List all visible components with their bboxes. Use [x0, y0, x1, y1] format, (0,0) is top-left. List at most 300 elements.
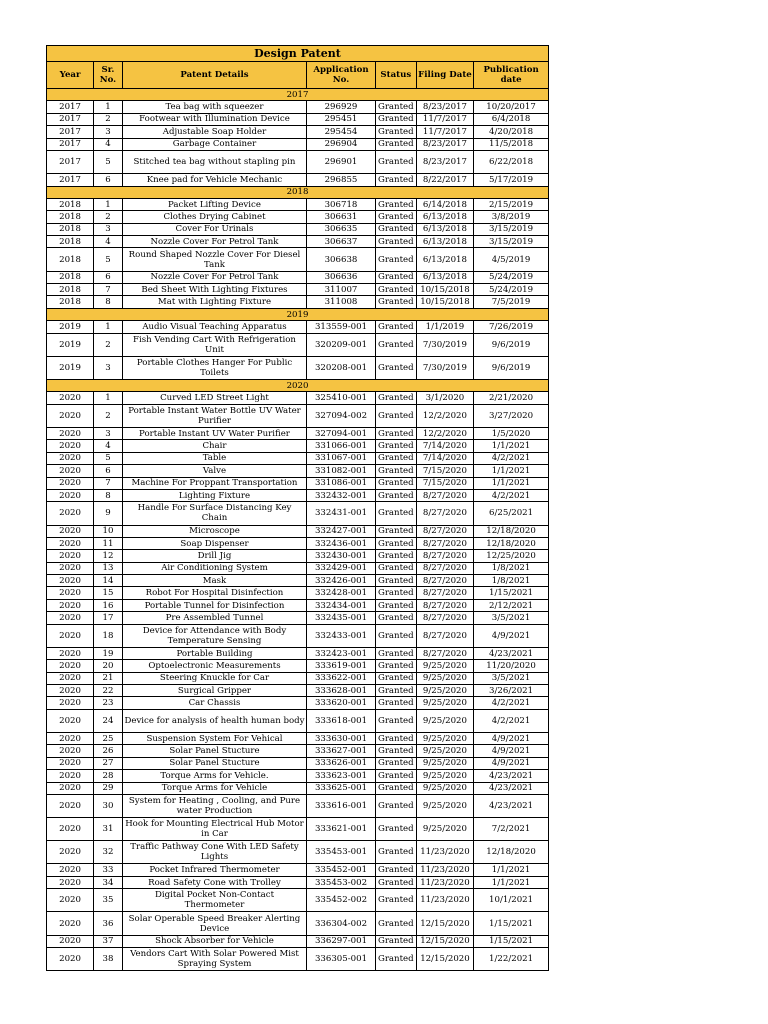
cell-filing-date: 8/27/2020 [416, 612, 473, 624]
cell-application-no: 313559-001 [307, 321, 376, 333]
cell-filing-date: 9/25/2020 [416, 732, 473, 744]
cell-publication-date: 9/6/2019 [474, 333, 549, 356]
cell-application-no: 332436-001 [307, 537, 376, 549]
cell-status: Granted [375, 404, 416, 427]
cell-publication-date: 4/9/2021 [474, 624, 549, 647]
cell-filing-date: 8/27/2020 [416, 550, 473, 562]
cell-sr-no: 29 [94, 782, 123, 794]
cell-filing-date: 8/27/2020 [416, 489, 473, 501]
cell-year: 2020 [47, 876, 94, 888]
cell-year: 2020 [47, 745, 94, 757]
cell-status: Granted [375, 174, 416, 186]
cell-patent-details: Clothes Drying Cabinet [122, 211, 306, 223]
cell-filing-date: 7/15/2020 [416, 477, 473, 489]
table-row [47, 889, 549, 912]
table-row [47, 709, 549, 732]
cell-application-no: 333621-001 [307, 818, 376, 841]
cell-filing-date: 6/13/2018 [416, 271, 473, 283]
cell-year: 2020 [47, 912, 94, 935]
cell-sr-no: 1 [94, 321, 123, 333]
cell-sr-no: 10 [94, 525, 123, 537]
cell-filing-date: 11/23/2020 [416, 841, 473, 864]
cell-year: 2020 [47, 525, 94, 537]
cell-status: Granted [375, 356, 416, 379]
cell-filing-date: 9/25/2020 [416, 709, 473, 732]
cell-sr-no: 14 [94, 575, 123, 587]
cell-filing-date: 12/2/2020 [416, 404, 473, 427]
cell-filing-date: 9/25/2020 [416, 794, 473, 817]
cell-status: Granted [375, 211, 416, 223]
cell-year: 2018 [47, 271, 94, 283]
cell-patent-details: Microscope [122, 525, 306, 537]
cell-sr-no: 8 [94, 489, 123, 501]
cell-publication-date: 4/20/2018 [474, 126, 549, 138]
cell-year: 2020 [47, 477, 94, 489]
table-row [47, 562, 549, 574]
cell-status: Granted [375, 599, 416, 611]
cell-application-no: 306635 [307, 223, 376, 235]
cell-patent-details: Solar Panel Stucture [122, 757, 306, 769]
cell-patent-details: Solar Panel Stucture [122, 745, 306, 757]
cell-application-no: 333620-001 [307, 697, 376, 709]
cell-status: Granted [375, 697, 416, 709]
table-row [47, 660, 549, 672]
cell-status: Granted [375, 502, 416, 525]
cell-publication-date: 1/15/2021 [474, 935, 549, 947]
cell-application-no: 295454 [307, 126, 376, 138]
cell-patent-details: Road Safety Cone with Trolley [122, 876, 306, 888]
cell-filing-date: 8/27/2020 [416, 502, 473, 525]
cell-filing-date: 8/23/2017 [416, 101, 473, 113]
cell-patent-details: Portable Instant Water Bottle UV Water Purifier [122, 404, 306, 427]
header-year: Year [47, 62, 94, 89]
cell-filing-date: 12/15/2020 [416, 912, 473, 935]
design-patent-table [46, 45, 549, 971]
cell-publication-date: 3/5/2021 [474, 612, 549, 624]
cell-filing-date: 6/13/2018 [416, 223, 473, 235]
cell-filing-date: 9/25/2020 [416, 684, 473, 696]
cell-patent-details: Fish Vending Cart With Refrigeration Unit [122, 333, 306, 356]
cell-year: 2020 [47, 660, 94, 672]
cell-filing-date: 3/1/2020 [416, 392, 473, 404]
cell-publication-date: 1/8/2021 [474, 575, 549, 587]
cell-year: 2019 [47, 356, 94, 379]
cell-sr-no: 18 [94, 624, 123, 647]
cell-publication-date: 4/23/2021 [474, 794, 549, 817]
cell-sr-no: 5 [94, 452, 123, 464]
cell-application-no: 327094-002 [307, 404, 376, 427]
table-row [47, 757, 549, 769]
cell-sr-no: 26 [94, 745, 123, 757]
cell-application-no: 311007 [307, 284, 376, 296]
cell-year: 2020 [47, 465, 94, 477]
cell-application-no: 296929 [307, 101, 376, 113]
cell-application-no: 295451 [307, 113, 376, 125]
cell-sr-no: 6 [94, 271, 123, 283]
cell-publication-date: 10/1/2021 [474, 889, 549, 912]
cell-publication-date: 4/2/2021 [474, 697, 549, 709]
cell-sr-no: 2 [94, 404, 123, 427]
cell-patent-details: Round Shaped Nozzle Cover For Diesel Tank [122, 248, 306, 271]
cell-year: 2020 [47, 392, 94, 404]
table-row [47, 248, 549, 271]
cell-filing-date: 9/25/2020 [416, 672, 473, 684]
table-row [47, 876, 549, 888]
cell-application-no: 332427-001 [307, 525, 376, 537]
cell-sr-no: 4 [94, 236, 123, 248]
cell-publication-date: 4/5/2019 [474, 248, 549, 271]
cell-patent-details: Machine For Proppant Transportation [122, 477, 306, 489]
cell-sr-no: 1 [94, 392, 123, 404]
cell-year: 2020 [47, 794, 94, 817]
cell-application-no: 306636 [307, 271, 376, 283]
cell-filing-date: 6/13/2018 [416, 248, 473, 271]
cell-sr-no: 3 [94, 356, 123, 379]
cell-status: Granted [375, 550, 416, 562]
cell-sr-no: 27 [94, 757, 123, 769]
cell-sr-no: 7 [94, 477, 123, 489]
table-row [47, 782, 549, 794]
cell-application-no: 335453-001 [307, 841, 376, 864]
cell-sr-no: 34 [94, 876, 123, 888]
cell-publication-date: 4/9/2021 [474, 757, 549, 769]
cell-filing-date: 8/27/2020 [416, 537, 473, 549]
cell-publication-date: 4/9/2021 [474, 732, 549, 744]
table-row [47, 745, 549, 757]
cell-year: 2020 [47, 404, 94, 427]
year-section-header [47, 380, 549, 392]
cell-publication-date: 4/2/2021 [474, 452, 549, 464]
cell-status: Granted [375, 101, 416, 113]
cell-year: 2020 [47, 697, 94, 709]
cell-patent-details: Bed Sheet With Lighting Fixtures [122, 284, 306, 296]
cell-year: 2018 [47, 248, 94, 271]
table-row [47, 150, 549, 173]
cell-filing-date: 12/15/2020 [416, 948, 473, 971]
cell-application-no: 332429-001 [307, 562, 376, 574]
cell-publication-date: 12/18/2020 [474, 525, 549, 537]
table-row [47, 537, 549, 549]
cell-status: Granted [375, 709, 416, 732]
cell-status: Granted [375, 248, 416, 271]
table-row [47, 599, 549, 611]
cell-year: 2020 [47, 841, 94, 864]
cell-patent-details: Device for analysis of health human body [122, 709, 306, 732]
cell-patent-details: Device for Attendance with Body Temperature Sensing [122, 624, 306, 647]
cell-publication-date: 4/9/2021 [474, 745, 549, 757]
cell-year: 2020 [47, 948, 94, 971]
cell-status: Granted [375, 587, 416, 599]
cell-patent-details: Portable Building [122, 647, 306, 659]
cell-sr-no: 7 [94, 284, 123, 296]
cell-status: Granted [375, 452, 416, 464]
cell-application-no: 331067-001 [307, 452, 376, 464]
cell-application-no: 333628-001 [307, 684, 376, 696]
table-row [47, 935, 549, 947]
cell-publication-date: 5/24/2019 [474, 284, 549, 296]
cell-sr-no: 33 [94, 864, 123, 876]
cell-publication-date: 5/17/2019 [474, 174, 549, 186]
cell-year: 2020 [47, 452, 94, 464]
cell-status: Granted [375, 477, 416, 489]
cell-application-no: 311008 [307, 296, 376, 308]
cell-sr-no: 4 [94, 138, 123, 150]
cell-sr-no: 3 [94, 427, 123, 439]
cell-status: Granted [375, 126, 416, 138]
cell-status: Granted [375, 864, 416, 876]
cell-status: Granted [375, 575, 416, 587]
table-row [47, 732, 549, 744]
cell-application-no: 335452-001 [307, 864, 376, 876]
table-row [47, 211, 549, 223]
cell-year: 2020 [47, 562, 94, 574]
table-row [47, 864, 549, 876]
cell-status: Granted [375, 818, 416, 841]
header-sr-no: Sr. No. [94, 62, 123, 89]
cell-application-no: 336297-001 [307, 935, 376, 947]
cell-publication-date: 6/4/2018 [474, 113, 549, 125]
cell-status: Granted [375, 757, 416, 769]
cell-application-no: 332431-001 [307, 502, 376, 525]
cell-sr-no: 23 [94, 697, 123, 709]
table-row [47, 794, 549, 817]
cell-status: Granted [375, 660, 416, 672]
cell-publication-date: 1/5/2020 [474, 427, 549, 439]
cell-patent-details: Stitched tea bag without stapling pin [122, 150, 306, 173]
cell-filing-date: 1/1/2019 [416, 321, 473, 333]
cell-year: 2020 [47, 935, 94, 947]
cell-status: Granted [375, 745, 416, 757]
table-row [47, 647, 549, 659]
cell-status: Granted [375, 223, 416, 235]
cell-application-no: 296904 [307, 138, 376, 150]
cell-patent-details: System for Heating , Cooling, and Pure water Production [122, 794, 306, 817]
cell-filing-date: 11/23/2020 [416, 876, 473, 888]
cell-filing-date: 8/23/2017 [416, 150, 473, 173]
cell-patent-details: Cover For Urinals [122, 223, 306, 235]
cell-application-no: 306718 [307, 198, 376, 210]
table-row [47, 236, 549, 248]
cell-patent-details: Pocket Infrared Thermometer [122, 864, 306, 876]
cell-publication-date: 4/23/2021 [474, 647, 549, 659]
table-row [47, 113, 549, 125]
cell-status: Granted [375, 236, 416, 248]
cell-sr-no: 9 [94, 502, 123, 525]
year-section-label: 2020 [47, 380, 549, 392]
cell-sr-no: 32 [94, 841, 123, 864]
cell-patent-details: Curved LED Street Light [122, 392, 306, 404]
cell-year: 2020 [47, 889, 94, 912]
cell-filing-date: 6/13/2018 [416, 211, 473, 223]
cell-publication-date: 12/18/2020 [474, 841, 549, 864]
cell-filing-date: 11/7/2017 [416, 113, 473, 125]
table-row [47, 174, 549, 186]
cell-patent-details: Air Conditioning System [122, 562, 306, 574]
table-row [47, 684, 549, 696]
cell-filing-date: 9/25/2020 [416, 660, 473, 672]
cell-application-no: 331082-001 [307, 465, 376, 477]
cell-year: 2020 [47, 537, 94, 549]
cell-filing-date: 9/25/2020 [416, 818, 473, 841]
cell-application-no: 332434-001 [307, 599, 376, 611]
cell-filing-date: 8/27/2020 [416, 562, 473, 574]
cell-sr-no: 6 [94, 465, 123, 477]
cell-status: Granted [375, 333, 416, 356]
cell-filing-date: 8/27/2020 [416, 599, 473, 611]
cell-patent-details: Handle For Surface Distancing Key Chain [122, 502, 306, 525]
cell-application-no: 333622-001 [307, 672, 376, 684]
table-row [47, 356, 549, 379]
cell-patent-details: Packet Lifting Device [122, 198, 306, 210]
cell-patent-details: Drill Jig [122, 550, 306, 562]
cell-application-no: 306638 [307, 248, 376, 271]
table-row [47, 502, 549, 525]
cell-status: Granted [375, 935, 416, 947]
cell-year: 2017 [47, 138, 94, 150]
cell-filing-date: 9/25/2020 [416, 757, 473, 769]
cell-filing-date: 6/14/2018 [416, 198, 473, 210]
cell-publication-date: 3/15/2019 [474, 223, 549, 235]
cell-year: 2020 [47, 757, 94, 769]
cell-sr-no: 16 [94, 599, 123, 611]
cell-patent-details: Knee pad for Vehicle Mechanic [122, 174, 306, 186]
cell-status: Granted [375, 465, 416, 477]
cell-sr-no: 5 [94, 248, 123, 271]
cell-year: 2018 [47, 211, 94, 223]
cell-publication-date: 10/20/2017 [474, 101, 549, 113]
table-row [47, 587, 549, 599]
cell-application-no: 296855 [307, 174, 376, 186]
cell-patent-details: Portable Clothes Hanger For Public Toilets [122, 356, 306, 379]
cell-patent-details: Soap Dispenser [122, 537, 306, 549]
cell-status: Granted [375, 113, 416, 125]
cell-year: 2020 [47, 647, 94, 659]
cell-year: 2020 [47, 575, 94, 587]
table-row [47, 223, 549, 235]
cell-year: 2020 [47, 709, 94, 732]
cell-status: Granted [375, 841, 416, 864]
cell-patent-details: Mat with Lighting Fixture [122, 296, 306, 308]
cell-sr-no: 13 [94, 562, 123, 574]
cell-application-no: 333616-001 [307, 794, 376, 817]
table-row [47, 477, 549, 489]
cell-patent-details: Valve [122, 465, 306, 477]
header-application-no: Application No. [307, 62, 376, 89]
cell-sr-no: 5 [94, 150, 123, 173]
table-row [47, 392, 549, 404]
cell-publication-date: 12/25/2020 [474, 550, 549, 562]
cell-filing-date: 8/27/2020 [416, 647, 473, 659]
cell-sr-no: 30 [94, 794, 123, 817]
table-row [47, 525, 549, 537]
cell-status: Granted [375, 647, 416, 659]
cell-application-no: 333630-001 [307, 732, 376, 744]
cell-sr-no: 3 [94, 126, 123, 138]
cell-status: Granted [375, 562, 416, 574]
table-row [47, 271, 549, 283]
cell-sr-no: 31 [94, 818, 123, 841]
cell-publication-date: 4/23/2021 [474, 770, 549, 782]
cell-year: 2018 [47, 236, 94, 248]
cell-application-no: 335452-002 [307, 889, 376, 912]
cell-year: 2020 [47, 427, 94, 439]
cell-year: 2017 [47, 174, 94, 186]
cell-year: 2020 [47, 864, 94, 876]
table-row [47, 550, 549, 562]
cell-filing-date: 9/25/2020 [416, 697, 473, 709]
cell-year: 2018 [47, 296, 94, 308]
cell-filing-date: 8/27/2020 [416, 575, 473, 587]
cell-application-no: 332428-001 [307, 587, 376, 599]
cell-publication-date: 3/15/2019 [474, 236, 549, 248]
cell-publication-date: 3/8/2019 [474, 211, 549, 223]
cell-publication-date: 4/2/2021 [474, 709, 549, 732]
cell-year: 2018 [47, 284, 94, 296]
cell-status: Granted [375, 296, 416, 308]
cell-filing-date: 7/14/2020 [416, 452, 473, 464]
cell-application-no: 333623-001 [307, 770, 376, 782]
table-row [47, 126, 549, 138]
table-row [47, 138, 549, 150]
cell-sr-no: 24 [94, 709, 123, 732]
table-row [47, 465, 549, 477]
cell-publication-date: 3/26/2021 [474, 684, 549, 696]
cell-application-no: 332430-001 [307, 550, 376, 562]
year-section-header [47, 186, 549, 198]
cell-filing-date: 9/25/2020 [416, 745, 473, 757]
cell-status: Granted [375, 876, 416, 888]
cell-publication-date: 6/25/2021 [474, 502, 549, 525]
cell-sr-no: 25 [94, 732, 123, 744]
cell-sr-no: 37 [94, 935, 123, 947]
table-row [47, 101, 549, 113]
table-row [47, 321, 549, 333]
table-row [47, 198, 549, 210]
cell-status: Granted [375, 732, 416, 744]
cell-publication-date: 1/1/2021 [474, 876, 549, 888]
cell-patent-details: Suspension System For Vehical [122, 732, 306, 744]
cell-patent-details: Footwear with Illumination Device [122, 113, 306, 125]
cell-sr-no: 15 [94, 587, 123, 599]
cell-filing-date: 11/7/2017 [416, 126, 473, 138]
table-row [47, 948, 549, 971]
cell-year: 2020 [47, 489, 94, 501]
cell-patent-details: Torque Arms for Vehicle. [122, 770, 306, 782]
cell-publication-date: 1/15/2021 [474, 912, 549, 935]
cell-patent-details: Garbage Container [122, 138, 306, 150]
cell-year: 2020 [47, 612, 94, 624]
table-row [47, 296, 549, 308]
year-section-header [47, 308, 549, 320]
cell-application-no: 331086-001 [307, 477, 376, 489]
cell-publication-date: 1/1/2021 [474, 864, 549, 876]
cell-application-no: 331066-001 [307, 440, 376, 452]
cell-application-no: 296901 [307, 150, 376, 173]
cell-application-no: 332435-001 [307, 612, 376, 624]
cell-sr-no: 17 [94, 612, 123, 624]
cell-patent-details: Table [122, 452, 306, 464]
table-row [47, 333, 549, 356]
cell-publication-date: 3/27/2020 [474, 404, 549, 427]
cell-patent-details: Surgical Gripper [122, 684, 306, 696]
cell-status: Granted [375, 271, 416, 283]
cell-year: 2020 [47, 440, 94, 452]
cell-year: 2017 [47, 113, 94, 125]
cell-sr-no: 2 [94, 113, 123, 125]
cell-application-no: 336305-001 [307, 948, 376, 971]
year-section-header [47, 89, 549, 101]
cell-patent-details: Steering Knuckle for Car [122, 672, 306, 684]
